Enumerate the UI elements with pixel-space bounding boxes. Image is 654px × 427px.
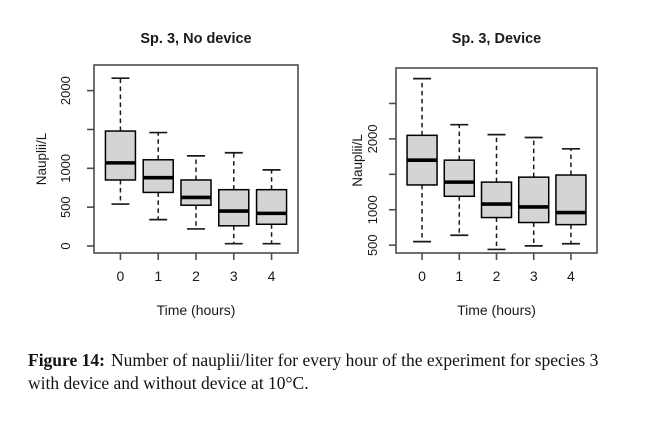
box (444, 160, 474, 196)
x-tick-label: 1 (154, 268, 163, 284)
x-tick-label: 1 (455, 268, 464, 284)
boxplot-chart-no-device (0, 0, 327, 340)
x-tick-label: 4 (567, 268, 575, 284)
y-tick-label: 1000 (365, 195, 380, 225)
x-tick-label: 0 (418, 268, 426, 284)
x-axis-label: Time (hours) (457, 302, 536, 318)
x-axis-label: Time (hours) (156, 302, 236, 318)
caption-label: Figure 14: (28, 350, 105, 370)
box (257, 190, 287, 225)
chart-title: Sp. 3, Device (451, 31, 542, 47)
box (181, 180, 211, 205)
y-axis-label: Nauplii/L (350, 134, 365, 187)
x-tick-label: 4 (267, 268, 276, 284)
chart-title: Sp. 3, No device (140, 31, 252, 47)
y-tick-label: 500 (365, 234, 380, 257)
x-tick-label: 0 (116, 268, 125, 284)
y-tick-label: 0 (58, 242, 73, 250)
box (482, 182, 512, 217)
figure-caption (28, 349, 630, 394)
y-tick-label: 2000 (365, 124, 380, 154)
x-tick-label: 3 (529, 268, 538, 284)
box (556, 175, 586, 225)
x-tick-label: 3 (229, 268, 238, 284)
x-tick-label: 2 (492, 268, 501, 284)
y-tick-label: 1000 (58, 153, 73, 183)
box (105, 131, 135, 180)
box (219, 190, 249, 226)
y-axis-label: Nauplii/L (34, 132, 49, 186)
y-tick-label: 2000 (58, 76, 73, 106)
box (519, 177, 549, 222)
caption-text: Number of nauplii/liter for every hour of the experiment for species 3 with device and without device at 10°C. (28, 350, 599, 393)
y-tick-label: 500 (58, 196, 73, 219)
x-tick-label: 2 (192, 268, 200, 284)
boxplot-chart-device (327, 0, 654, 340)
